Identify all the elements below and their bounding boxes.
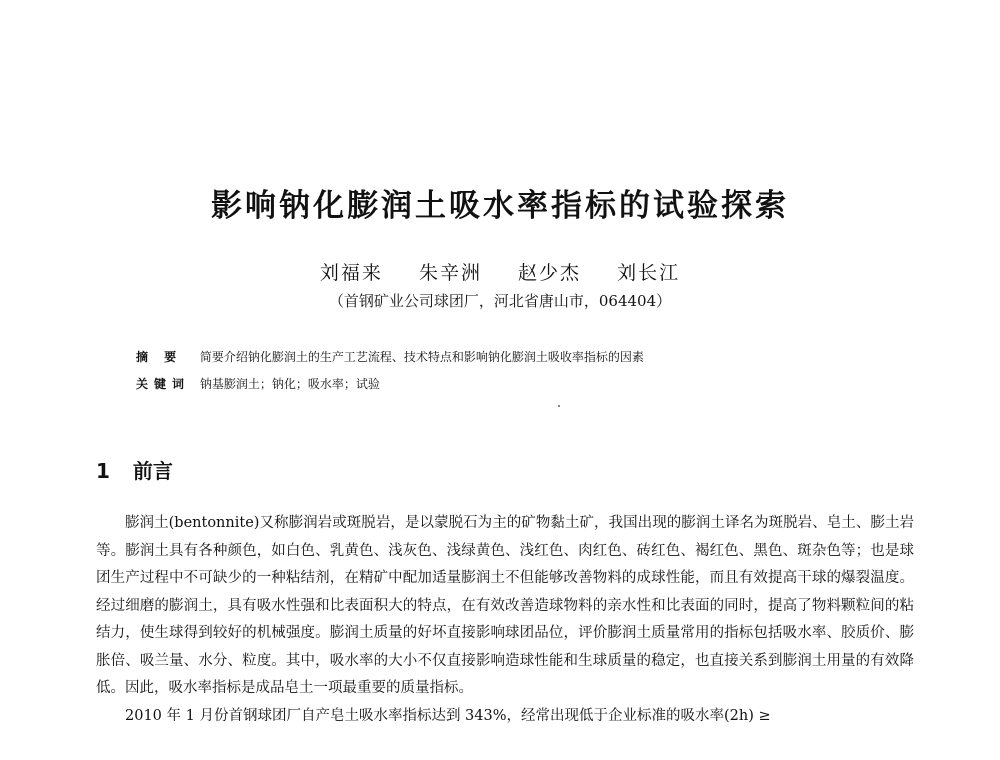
abstract-text: 简要介绍钠化膨润土的生产工艺流程、技术特点和影响钠化膨润土吸收率指标的因素: [199, 350, 644, 364]
abstract-label: 摘 要: [136, 350, 183, 364]
abstract: [136, 348, 644, 365]
author-name: 刘长江: [617, 262, 681, 284]
keywords-label: 关键词: [136, 377, 191, 391]
paper-title: 影响钠化膨润土吸水率指标的试验探索: [211, 188, 789, 224]
keywords-text: 钠基膨润土；钠化；吸水率；试验: [199, 377, 380, 391]
author-name: 朱辛洲: [418, 262, 482, 284]
author-list: [0, 258, 1000, 285]
speck-mark: [558, 405, 560, 407]
section-heading: [96, 455, 173, 484]
author-name: 赵少杰: [518, 262, 582, 284]
keywords: [136, 375, 380, 392]
paragraph: 膨润土(bentonnite)又称膨润岩或斑脱岩，是以蒙脱石为主的矿物黏土矿，我国出现的膨润土译名为斑脱岩、皂土、膨土岩等。膨润土具有各种颜色，如白色、乳黄色、浅灰色、浅绿黄色、浅红色、肉红色、砖红色、褐红色、黑色、斑杂色等；也是球团生产过程中不可缺少的一种粘结剂，在精矿中配加适量膨润土不但能够改善物料的成球性能，而且有效提高干球的爆裂温度。经过细磨的膨润土，具有吸水性强和比表面积大的特点，在有效改善造球物料的亲水性和比表面的同时，提高了物料颗粒间的粘结力，使生球得到较好的机械强度。膨润土质量的好坏直接影响球团品位，评价膨润土质量常用的指标包括吸水率、胶质价、膨胀倍、吸兰量、水分、粒度。其中，吸水率的大小不仅直接影响造球性能和生球质量的稳定，也直接关系到膨润土用量的有效降低。因此，吸水率指标是成品皂土一项最重要的质量指标。: [96, 515, 914, 696]
section-number: 1: [96, 459, 110, 483]
paragraph: 2010 年 1 月份首钢球团厂自产皂土吸水率指标达到 343%，经常出现低于企业标准的吸水率(2h) ≥: [125, 707, 771, 724]
body-text: [96, 510, 914, 730]
section-title: 前言: [132, 459, 173, 483]
author-name: 刘福来: [319, 262, 383, 284]
affiliation: （首钢矿业公司球团厂，河北省唐山市，064404）: [328, 292, 672, 310]
